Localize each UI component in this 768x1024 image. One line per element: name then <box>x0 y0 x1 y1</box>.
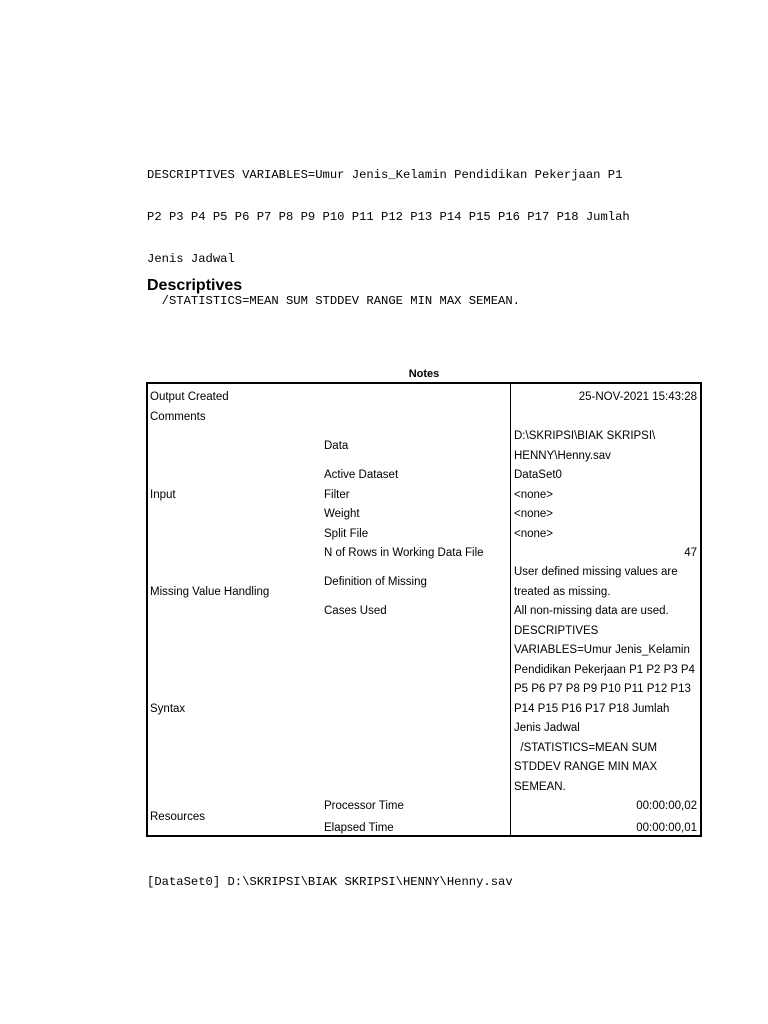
sub-label-filter: Filter <box>324 489 350 501</box>
value-filter: <none> <box>514 489 554 501</box>
value-output-created: 25-NOV-2021 15:43:28 <box>578 391 697 403</box>
row-label-resources: Resources <box>150 811 205 823</box>
sub-label-split-file: Split File <box>324 528 369 540</box>
value-active-dataset: DataSet0 <box>514 469 562 481</box>
sub-label-elapsed-time: Elapsed Time <box>324 822 394 834</box>
syntax-line: DESCRIPTIVES VARIABLES=Umur Jenis_Kelamin Pendidikan Pekerjaan P1 <box>147 168 623 182</box>
dataset-path-line: [DataSet0] D:\SKRIPSI\BIAK SKRIPSI\HENNY\Henny.sav <box>147 875 513 889</box>
value-weight: <none> <box>514 508 554 520</box>
column-divider <box>510 384 511 835</box>
syntax-line: P2 P3 P4 P5 P6 P7 P8 P9 P10 P11 P12 P13 P14 P15 P16 P17 P18 Jumlah <box>147 210 630 224</box>
sub-label-active-dataset: Active Dataset <box>324 469 399 481</box>
value-syntax-line: P5 P6 P7 P8 P9 P10 P11 P12 P13 <box>514 683 691 695</box>
sub-label-definition-of-missing: Definition of Missing <box>324 576 427 588</box>
value-elapsed-time: 00:00:00,01 <box>636 822 697 834</box>
value-definition-line: treated as missing. <box>514 586 611 598</box>
value-cases-used: All non-missing data are used. <box>514 605 669 617</box>
value-processor-time: 00:00:00,02 <box>636 800 697 812</box>
syntax-line: /STATISTICS=MEAN SUM STDDEV RANGE MIN MAX SEMEAN. <box>147 294 520 308</box>
sub-label-cases-used: Cases Used <box>324 605 387 617</box>
section-heading: Descriptives <box>147 277 243 294</box>
value-syntax-line: Jenis Jadwal <box>514 722 580 734</box>
value-split-file: <none> <box>514 528 554 540</box>
row-label-syntax: Syntax <box>150 703 186 715</box>
sub-label-weight: Weight <box>324 508 360 520</box>
value-data-line: D:\SKRIPSI\BIAK SKRIPSI\ <box>514 430 656 442</box>
value-n-rows: 47 <box>684 547 697 559</box>
value-syntax-line: /STATISTICS=MEAN SUM <box>514 742 658 754</box>
value-syntax-line: SEMEAN. <box>514 781 566 793</box>
notes-table <box>146 382 702 837</box>
row-label-comments: Comments <box>150 411 206 423</box>
value-syntax-line: Pendidikan Pekerjaan P1 P2 P3 P4 <box>514 664 695 676</box>
notes-table-title: Notes <box>408 368 440 380</box>
row-label-input: Input <box>150 489 176 501</box>
value-syntax-line: DESCRIPTIVES <box>514 625 599 637</box>
value-syntax-line: P14 P15 P16 P17 P18 Jumlah <box>514 703 670 715</box>
value-data-line: HENNY\Henny.sav <box>514 450 611 462</box>
row-label-output-created: Output Created <box>150 391 229 403</box>
sub-label-n-rows: N of Rows in Working Data File <box>324 547 484 559</box>
syntax-line: Jenis Jadwal <box>147 252 235 266</box>
sub-label-data: Data <box>324 440 349 452</box>
value-syntax-line: VARIABLES=Umur Jenis_Kelamin <box>514 644 690 656</box>
value-definition-line: User defined missing values are <box>514 566 678 578</box>
sub-label-processor-time: Processor Time <box>324 800 404 812</box>
row-label-missing: Missing Value Handling <box>150 586 270 598</box>
value-syntax-line: STDDEV RANGE MIN MAX <box>514 761 658 773</box>
